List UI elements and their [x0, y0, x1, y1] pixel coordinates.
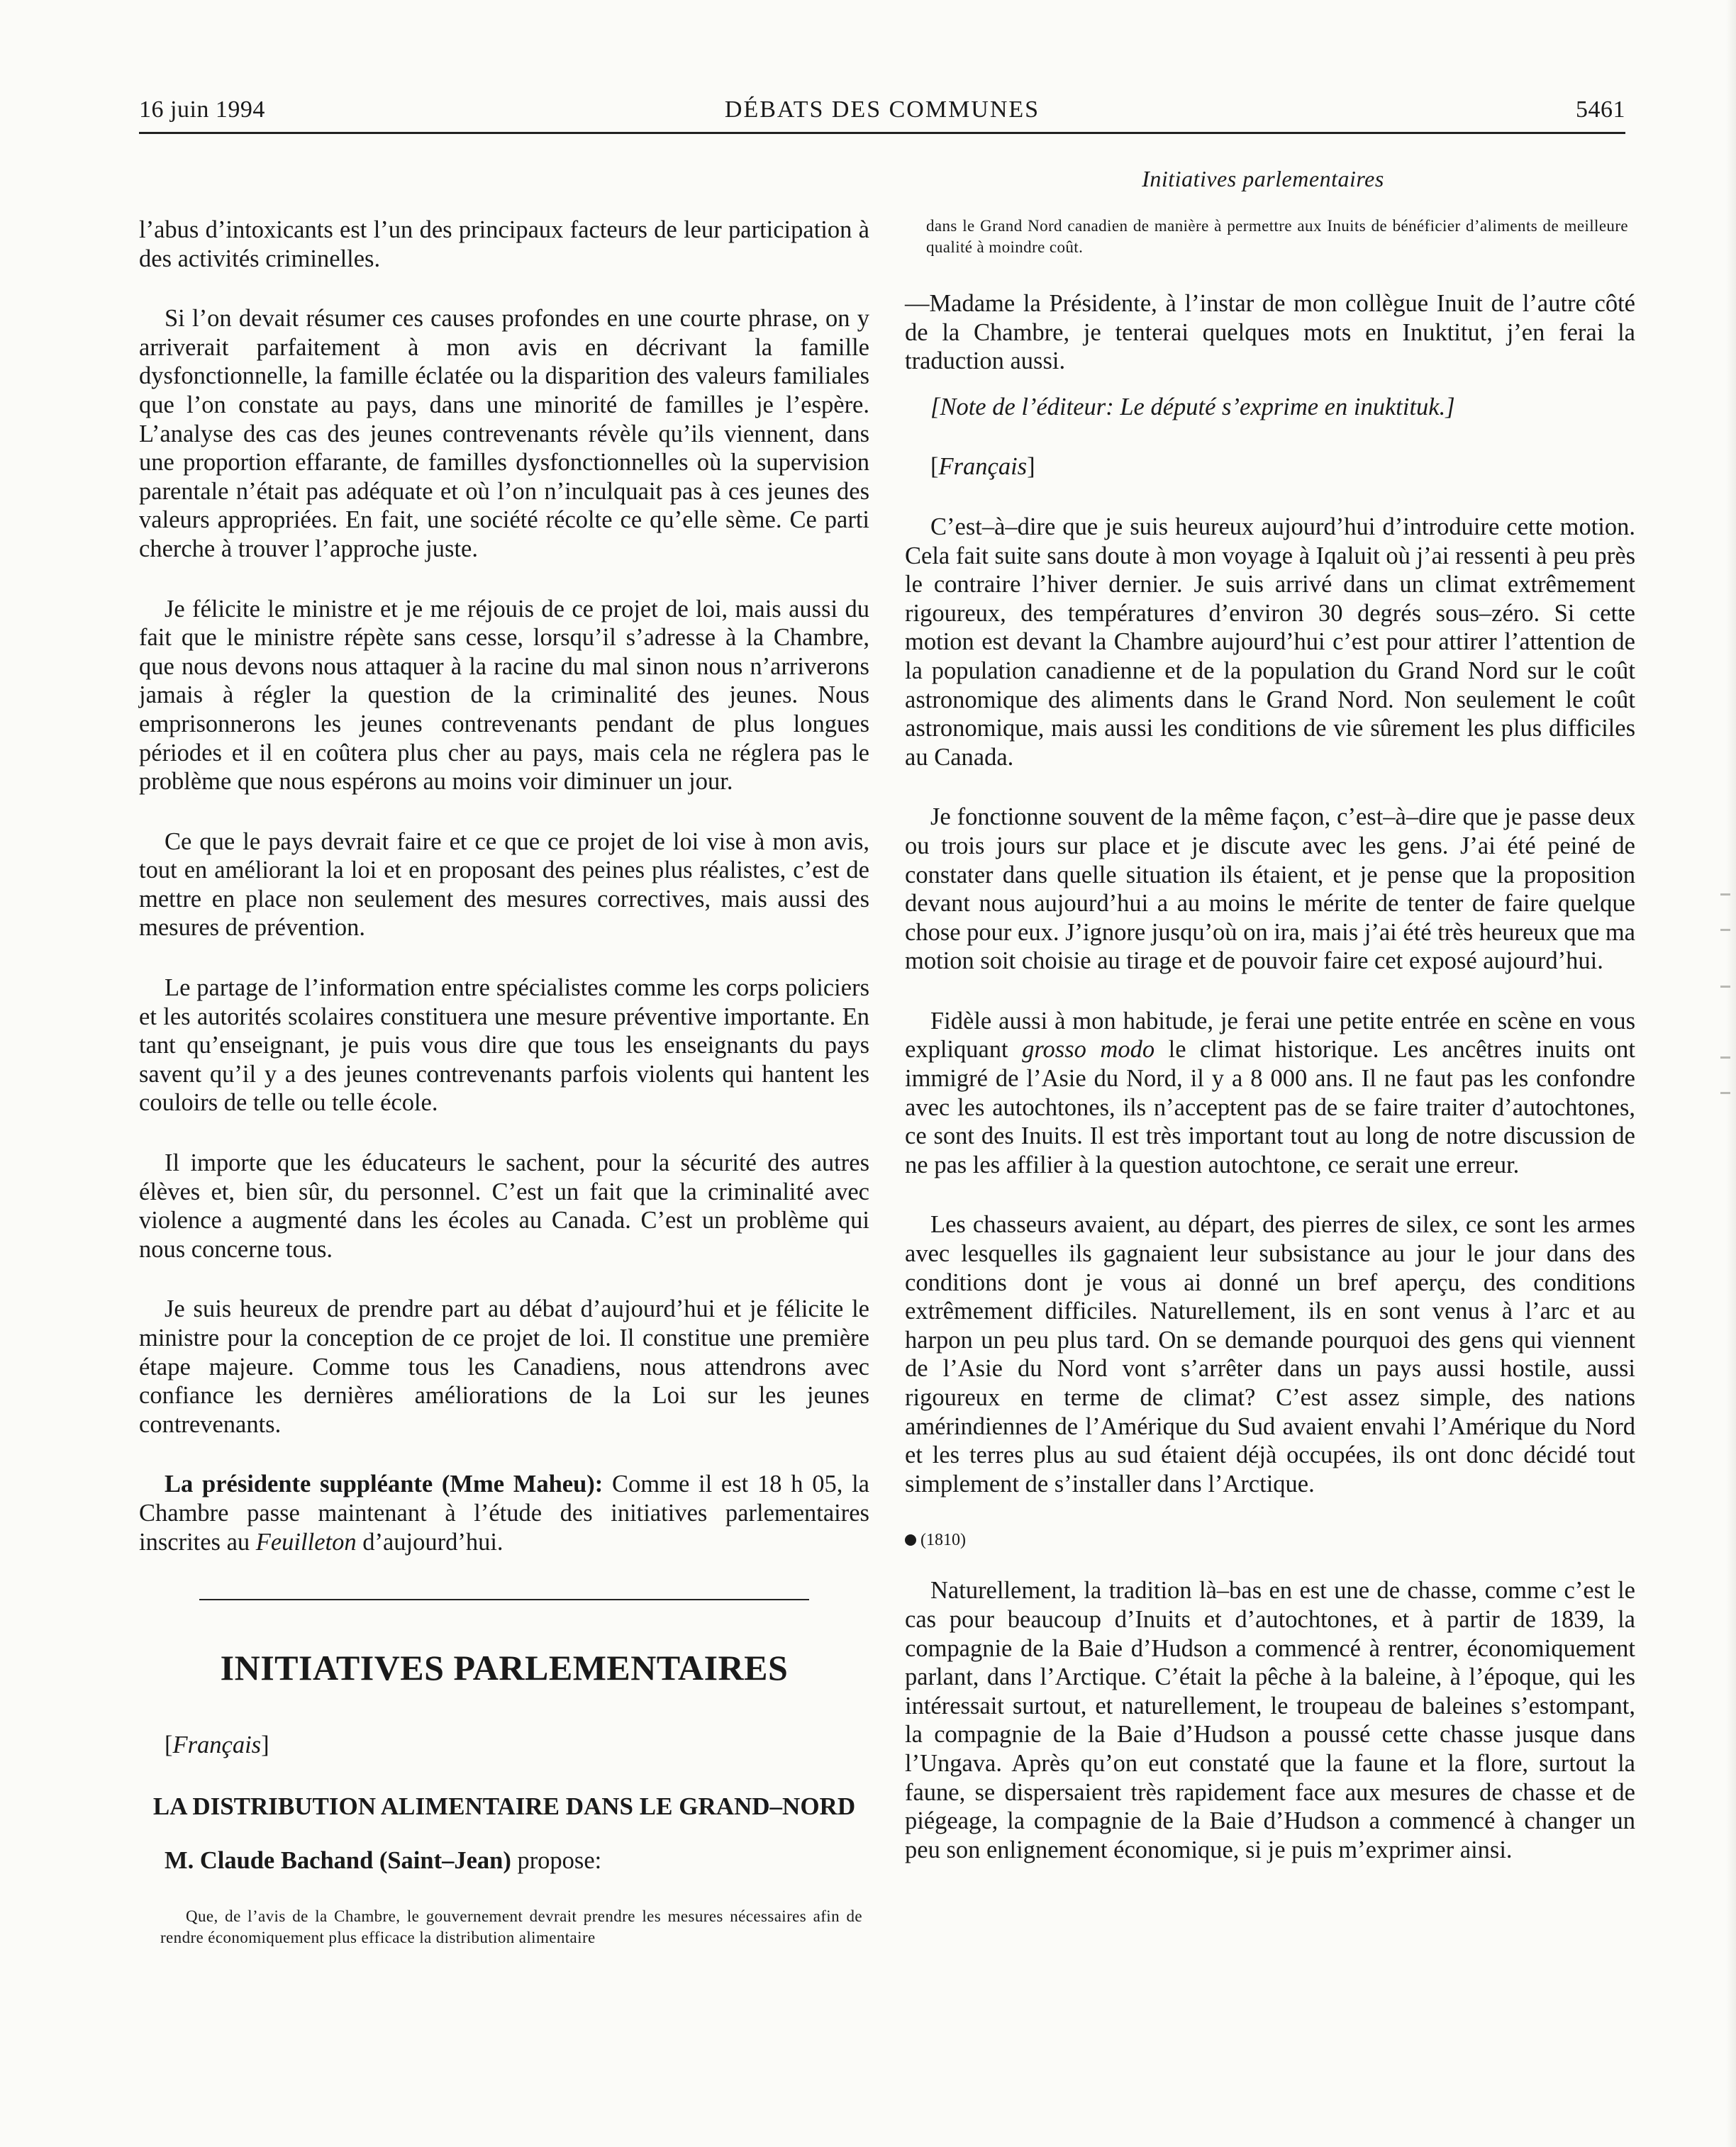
paragraph-text: Fidèle aussi à mon habitude, je ferai une petite entrée en scène en vous expliquant: [905, 1007, 1635, 1064]
chair-statement: [139, 1470, 869, 1556]
statement-italic: Feuilleton: [255, 1528, 357, 1556]
header-date: 16 juin 1994: [139, 96, 265, 123]
scan-artifact: [1720, 1056, 1730, 1059]
paragraph-italic: grosso modo: [1022, 1036, 1155, 1064]
paragraph: Si l’on devait résumer ces causes profondes en une courte phrase, on y arriverait parfaitement à mon avis en décrivant la famille dysfonctionnelle, la famille éclatée ou la disparition des valeurs familiales que l’on constate au pays, dans une minorité de familles je l’espère. L’analyse des cas des jeunes contrevenants révèle qu’ils viennent, dans une proportion effarante, de familles dysfonctionnelles où la supervision parentale n’était pas adéquate et où l’on n’inculquait pas à ces jeunes des valeurs appropriées. En fait, une société récolte ce qu’elle sème. Ce parti cherche à trouver l’approche juste.: [139, 305, 869, 562]
motion-text-continued: dans le Grand Nord canadien de manière à permettre aux Inuits de bénéficier d’aliments de meilleure qualité à moindre coût.: [926, 217, 1628, 256]
section-running-title: Initiatives parlementaires: [1142, 166, 1384, 191]
paragraph-text: le climat historique. Les ancêtres inuits ont immigré de l’Asie du Nord, il y a 8 000 ans. Il ne faut pas les confondre avec les autochtones, ils n’acceptent pas de se faire traiter d’autochtones, ce sont des Inuits. Il est très important tout au long de notre discussion de ne pas les affilier à la question autochtone, ce serait une erreur.: [905, 1036, 1635, 1178]
header-page-number: 5461: [1576, 96, 1625, 123]
statement-text: Comme il est 18 h 05, la Chambre passe maintenant à l’étude des initiatives parlementaires inscrites au: [139, 1471, 869, 1556]
scan-artifact: [1720, 986, 1730, 988]
statement-text: d’aujourd’hui.: [356, 1528, 503, 1556]
time-marker: [905, 1529, 1635, 1551]
motion-mover: [139, 1846, 869, 1875]
mover-verb: propose:: [511, 1846, 602, 1874]
language-tag: [Français]: [930, 453, 1035, 481]
paragraph: Je suis heureux de prendre part au débat d’aujourd’hui et je félicite le ministre pour la conception de ce projet de loi. Il constitue une première étape majeure. Comme tous les Canadiens, nous attendrons avec confiance les dernières améliorations de la Loi sur les jeunes contrevenants.: [139, 1295, 869, 1438]
mover-name: M. Claude Bachand (Saint–Jean): [165, 1846, 511, 1874]
paragraph: C’est–à–dire que je suis heureux aujourd’hui d’introduire cette motion. Cela fait suite sans doute à mon voyage à Iqaluit où j’ai ressenti à peu près le contraire l’hiver dernier. Je suis arrivé dans un climat extrêmement rigoureux, des températures d’environ 30 degrés sous–zéro. Si cette motion est devant la Chambre aujourd’hui c’est pour attirer l’attention de la population canadienne et de la population du Grand Nord sur le coût astronomique des aliments dans le Grand Nord. Non seulement le coût astronomique, mais aussi les conditions de vie sûrement les plus difficiles au Canada.: [905, 513, 1635, 771]
editor-note: [Note de l’éditeur: Le député s’exprime en inuktituk.]: [930, 393, 1455, 420]
right-column: [905, 216, 1635, 1895]
language-tag: [Français]: [165, 1731, 269, 1759]
speaker-name: La présidente suppléante (Mme Maheu):: [165, 1471, 603, 1498]
paragraph: Le partage de l’information entre spécialistes comme les corps policiers et les autorités scolaires constituera une mesure préventive importante. En tant qu’enseignant, je puis vous dire que tous les enseignants du pays savent qu’il y a des jeunes contrevenants parfois violents qui hantent les couloirs de telle ou telle école.: [139, 974, 869, 1117]
language-tag-text: Français: [172, 1731, 262, 1759]
language-tag-text: Français: [938, 453, 1028, 481]
paragraph: l’abus d’intoxicants est l’un des principaux facteurs de leur participation à des activités criminelles.: [139, 216, 869, 272]
paragraph: —Madame la Présidente, à l’instar de mon collègue Inuit de l’autre côté de la Chambre, je tenterai quelques mots en Inuktitut, j’en ferai la traduction aussi.: [905, 290, 1635, 375]
scan-artifact: [1720, 1092, 1730, 1094]
section-title: INITIATIVES PARLEMENTAIRES: [220, 1648, 789, 1688]
paragraph: Naturellement, la tradition là–bas en est une de chasse, comme c’est le cas pour beaucoup d’Inuits et d’autochtones, et à partir de 1839, la compagnie de la Baie d’Hudson a commencé à rentrer, économiquement parlant, dans l’Arctique. C’était la pêche à la baleine, à l’époque, qui les intéressait surtout, et naturellement, le troupeau de baleines s’estompant, la compagnie de la Baie d’Hudson a poussé cette chasse jusque dans l’Ungava. Après qu’on eut constaté que la faune et la flore, surtout la faune, se dispersaient très rapidement face aux mesures de chasse et de piégeage, la compagnie de la Baie d’Hudson a commencé à changer un peu son enlignement économique, si je puis m’exprimer ainsi.: [905, 1577, 1635, 1863]
paragraph: Il importe que les éducateurs le sachent, pour la sécurité des autres élèves et, bien sûr, du personnel. C’est un fait que la criminalité avec violence a augmenté dans les écoles au Canada. C’est un problème qui nous concerne tous.: [139, 1149, 869, 1263]
paragraph: Je fonctionne souvent de la même façon, c’est–à–dire que je passe deux ou trois jours sur place et je discute avec les gens. J’ai été peiné de constater dans quelle situation ils étaient, et je pense que la proposition devant nous aujourd’hui a au moins le mérite de tenter de faire quelque chose pour eux. J’ignore jusqu’où on ira, mais j’ai été très heureux que ma motion soit choisie au tirage et de pouvoir faire cet exposé aujourd’hui.: [905, 803, 1635, 975]
left-column: [139, 216, 869, 1980]
motion-title: LA DISTRIBUTION ALIMENTAIRE DANS LE GRAND–NORD: [152, 1792, 856, 1820]
time-marker-text: (1810): [920, 1531, 966, 1550]
editor-note-text: Note de l’éditeur: Le député s’exprime en inuktituk.: [940, 393, 1446, 420]
paragraph: Ce que le pays devrait faire et ce que ce projet de loi vise à mon avis, tout en améliorant la loi et en proposant des peines plus réalistes, c’est de mettre en place non seulement des mesures correctives, mais aussi des mesures de prévention.: [139, 827, 869, 942]
header-title: DÉBATS DES COMMUNES: [724, 96, 1040, 123]
bullet-icon: [905, 1534, 916, 1546]
scan-artifact: [1720, 929, 1730, 931]
scan-edge-marks: [1708, 879, 1736, 1120]
motion-text: Que, de l’avis de la Chambre, le gouvernement devrait prendre les mesures nécessaires afin de rendre économiquement plus efficace la distribution alimentaire: [160, 1907, 862, 1947]
running-head: [139, 87, 1625, 129]
header-rule: [139, 132, 1625, 134]
paragraph: Je félicite le ministre et je me réjouis de ce projet de loi, mais aussi du fait que le ministre répète sans cesse, lorsqu’il s’adresse à la Chambre, que nous devons nous attaquer à la racine du mal sinon nous n’arriverons jamais à régler la question de la criminalité des jeunes. Nous emprisonnerons les jeunes contrevenants pendant de plus longues périodes et il en coûtera plus cher au pays, mais cela ne réglera pas le problème que nous espérons au moins voir diminuer un jour.: [139, 595, 869, 796]
scan-artifact: [1720, 893, 1730, 896]
section-divider: [199, 1599, 809, 1600]
paragraph: [905, 1007, 1635, 1180]
paragraph: Les chasseurs avaient, au départ, des pierres de silex, ce sont les armes avec lesquelles ils gagnaient leur subsistance au jour le jour dans des conditions dont je vous ai donné un bref aperçu, des conditions extrêmement difficiles. Naturellement, ils en sont venus à l’arc et au harpon un peu plus tard. On se demande pourquoi des gens qui viennent de l’Asie du Nord vont s’arrêter dans un pays aussi hostile, aussi rigoureux en terme de climat? C’est assez simple, des nations amérindiennes de l’Amérique du Sud avaient envahi l’Amérique du Nord et les terres plus au sud étaient déjà occupées, ils ont donc décidé tout simplement de s’installer dans l’Arctique.: [905, 1211, 1635, 1498]
